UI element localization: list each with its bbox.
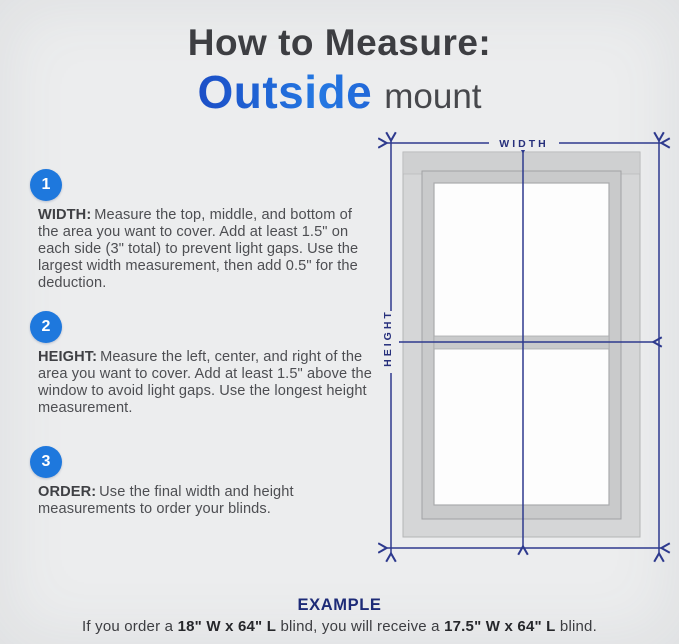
step-height	[30, 311, 372, 417]
window-measurement-diagram	[378, 130, 674, 578]
window-illustration	[403, 152, 640, 537]
step-3-badge: 3	[30, 446, 62, 478]
title-line-2	[0, 65, 679, 119]
example-middle: blind, you will receive a	[276, 618, 445, 635]
example-order-size: 18" W x 64" L	[177, 618, 277, 635]
step-3-text	[38, 484, 372, 518]
example-prefix: If you order a	[82, 618, 178, 635]
step-1-label: WIDTH:	[38, 207, 92, 223]
step-2-body: Measure the left, center, and right of the area you want to cover. Add at least 1.5" above the window to avoid light gaps. Use the longest height measurement.	[38, 349, 372, 416]
step-2-label: HEIGHT:	[38, 349, 98, 365]
page-title	[0, 24, 679, 119]
step-1-badge: 1	[30, 169, 62, 201]
width-label: WIDTH	[499, 138, 549, 150]
example-sentence	[0, 618, 679, 635]
example-heading: EXAMPLE	[297, 596, 382, 614]
step-1-body: Measure the top, middle, and bottom of the area you want to cover. Add at least 1.5" on each side (3" total) to prevent light gaps. Use the largest width measurement, then add 0.5" for the deduction.	[38, 207, 359, 291]
title-mount-type: Outside	[197, 65, 373, 118]
step-width	[30, 169, 372, 292]
step-3-label: ORDER:	[38, 484, 97, 500]
step-2-badge: 2	[30, 311, 62, 343]
step-1-text	[38, 207, 372, 292]
example-receive-size: 17.5" W x 64" L	[444, 618, 556, 635]
step-3-body: Use the final width and height measurements to order your blinds.	[38, 484, 294, 517]
title-mount-word: mount	[384, 76, 482, 116]
step-2-text	[38, 349, 372, 417]
title-line-1: How to Measure:	[187, 22, 492, 63]
step-order	[30, 446, 372, 518]
height-label: HEIGHT	[382, 309, 394, 367]
example-suffix: blind.	[555, 618, 597, 635]
